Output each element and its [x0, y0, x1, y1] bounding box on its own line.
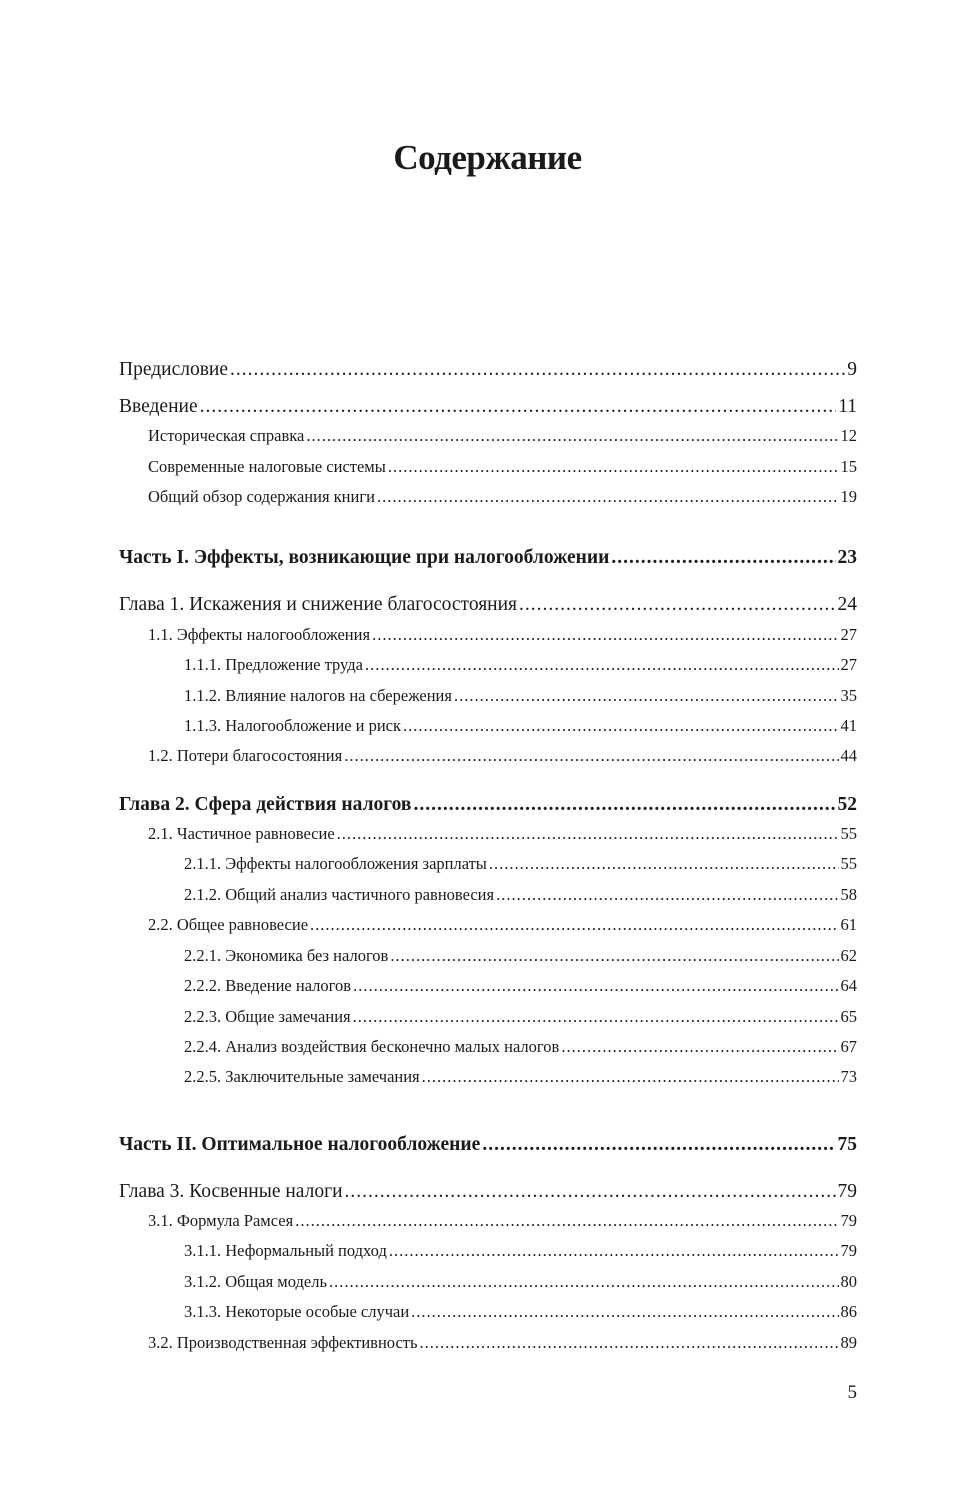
toc-entry — [148, 1335, 857, 1352]
leader-dots — [389, 1243, 839, 1260]
toc-entry-page: 67 — [840, 1037, 857, 1056]
toc-entry — [184, 1039, 857, 1056]
toc-part-heading — [119, 1135, 857, 1155]
toc-entry-label: 3.1.2. Общая модель — [184, 1272, 327, 1291]
toc-entry-page: 64 — [840, 976, 857, 995]
toc-entry-page: 12 — [840, 426, 857, 445]
toc-entry — [184, 1243, 857, 1260]
leader-dots — [390, 948, 838, 965]
toc-entry-label: 2.1. Частичное равновесие — [148, 824, 335, 843]
toc-entry — [184, 1009, 857, 1026]
leader-dots — [372, 627, 838, 644]
leader-dots — [200, 397, 837, 417]
toc-entry-label: Современные налоговые системы — [148, 457, 386, 476]
toc-entry — [184, 887, 857, 904]
toc-entry-page: 79 — [837, 1181, 857, 1202]
leader-dots — [344, 748, 838, 765]
toc-entry-page: 79 — [840, 1241, 857, 1260]
toc-entry-page: 41 — [840, 716, 857, 735]
leader-dots — [345, 1182, 836, 1202]
toc-entry — [184, 856, 857, 873]
toc-entry-label: 1.1. Эффекты налогообложения — [148, 625, 371, 644]
toc-entry-label: 3.1.3. Некоторые особые случаи — [184, 1302, 410, 1321]
leader-dots — [561, 1039, 838, 1056]
toc-entry-label: 2.2.4. Анализ воздействия бесконечно малых налогов — [184, 1037, 560, 1056]
toc-entry-label: 2.2.3. Общие замечания — [184, 1007, 351, 1026]
toc-entry-page: 75 — [837, 1134, 857, 1155]
toc-entry-page: 27 — [840, 625, 857, 644]
toc-entry-label: Глава 3. Косвенные налоги — [119, 1181, 343, 1202]
page-title: Содержание — [393, 138, 582, 177]
toc-entry-page: 15 — [840, 457, 857, 476]
leader-dots — [422, 1069, 839, 1086]
toc-entry — [148, 748, 857, 765]
leader-dots — [403, 718, 838, 735]
page-number: 5 — [847, 1382, 857, 1403]
toc-entry-label: Часть I. Эффекты, возникающие при налогообложении — [119, 547, 610, 568]
toc-entry-label: 1.1.1. Предложение труда — [184, 655, 363, 674]
toc-entry-label: 3.1.1. Неформальный подход — [184, 1241, 387, 1260]
leader-dots — [329, 1274, 839, 1291]
toc-entry-label: 3.2. Производственная эффективность — [148, 1333, 418, 1352]
toc-entry — [148, 428, 857, 445]
toc-entry-label: Глава 2. Сфера действия налогов — [119, 794, 412, 815]
leader-dots — [353, 1009, 839, 1026]
toc-entry-label: 1.2. Потери благосостояния — [148, 746, 343, 765]
toc-entry — [148, 917, 857, 934]
toc-part-heading — [119, 548, 857, 568]
toc-entry-label: 2.2.5. Заключительные замечания — [184, 1067, 420, 1086]
toc-entry-label: 2.1.1. Эффекты налогообложения зарплаты — [184, 854, 487, 873]
toc-entry-page: 73 — [840, 1067, 857, 1086]
toc-entry — [184, 718, 857, 735]
leader-dots — [420, 1335, 839, 1352]
toc-entry — [184, 948, 857, 965]
toc-entry-preface — [119, 360, 857, 380]
toc-entry-label: Введение — [119, 396, 198, 417]
leader-dots — [496, 887, 838, 904]
leader-dots — [413, 795, 835, 815]
toc-entry-label: 1.1.3. Налогообложение и риск — [184, 716, 402, 735]
toc-entry — [148, 1213, 857, 1230]
leader-dots — [353, 978, 838, 995]
leader-dots — [454, 688, 839, 705]
toc-entry — [148, 826, 857, 843]
leader-dots — [482, 1135, 835, 1155]
leader-dots — [306, 428, 838, 445]
toc-entry — [184, 978, 857, 995]
toc-entry — [184, 688, 857, 705]
toc-entry-page: 24 — [837, 594, 857, 615]
toc-entry-page: 55 — [840, 854, 857, 873]
toc-entry-label: 2.1.2. Общий анализ частичного равновесия — [184, 885, 495, 904]
toc-entry-page: 23 — [837, 547, 857, 568]
toc-entry — [184, 657, 857, 674]
toc-entry-label: 2.2.2. Введение налогов — [184, 976, 352, 995]
toc-entry-label: 1.1.2. Влияние налогов на сбережения — [184, 686, 452, 705]
toc-entry-label: Предисловие — [119, 359, 229, 380]
toc-entry-label: Часть II. Оптимальное налогообложение — [119, 1134, 481, 1155]
toc-entry-label: Общий обзор содержания книги — [148, 487, 375, 506]
toc-entry-page: 52 — [837, 794, 857, 815]
leader-dots — [365, 657, 839, 674]
toc-entry-page: 44 — [840, 746, 857, 765]
toc-entry-page: 65 — [840, 1007, 857, 1026]
leader-dots — [611, 548, 835, 568]
toc-entry-page: 58 — [840, 885, 857, 904]
leader-dots — [489, 856, 839, 873]
toc-chapter-heading — [119, 1182, 857, 1202]
toc-entry-page: 89 — [840, 1333, 857, 1352]
leader-dots — [519, 595, 835, 615]
toc-entry-label: 2.2. Общее равновесие — [148, 915, 309, 934]
toc-entry — [148, 459, 857, 476]
toc-entry — [148, 627, 857, 644]
toc-entry-page: 79 — [840, 1211, 857, 1230]
toc-entry-page: 61 — [840, 915, 857, 934]
toc-entry-introduction — [119, 397, 857, 417]
toc-entry — [184, 1304, 857, 1321]
leader-dots — [377, 489, 839, 506]
toc-entry-page: 19 — [840, 487, 857, 506]
leader-dots — [310, 917, 838, 934]
toc-entry-page: 80 — [840, 1272, 857, 1291]
toc-entry-page: 9 — [847, 359, 857, 380]
toc-entry-label: Глава 1. Искажения и снижение благосостояния — [119, 594, 518, 615]
toc-chapter-heading — [119, 595, 857, 615]
toc-entry — [148, 489, 857, 506]
toc-entry-page: 11 — [838, 396, 857, 417]
leader-dots — [388, 459, 839, 476]
toc-entry-page: 62 — [840, 946, 857, 965]
toc-entry-label: Историческая справка — [148, 426, 305, 445]
toc-entry-page: 55 — [840, 824, 857, 843]
toc-entry-page: 27 — [840, 655, 857, 674]
toc-entry — [184, 1069, 857, 1086]
toc-entry — [184, 1274, 857, 1291]
toc-entry-label: 2.2.1. Экономика без налогов — [184, 946, 389, 965]
toc-entry-page: 86 — [840, 1302, 857, 1321]
toc-chapter-heading — [119, 795, 857, 815]
toc-entry-page: 35 — [840, 686, 857, 705]
leader-dots — [337, 826, 839, 843]
leader-dots — [230, 360, 845, 380]
leader-dots — [295, 1213, 838, 1230]
toc-entry-label: 3.1. Формула Рамсея — [148, 1211, 294, 1230]
leader-dots — [411, 1304, 838, 1321]
